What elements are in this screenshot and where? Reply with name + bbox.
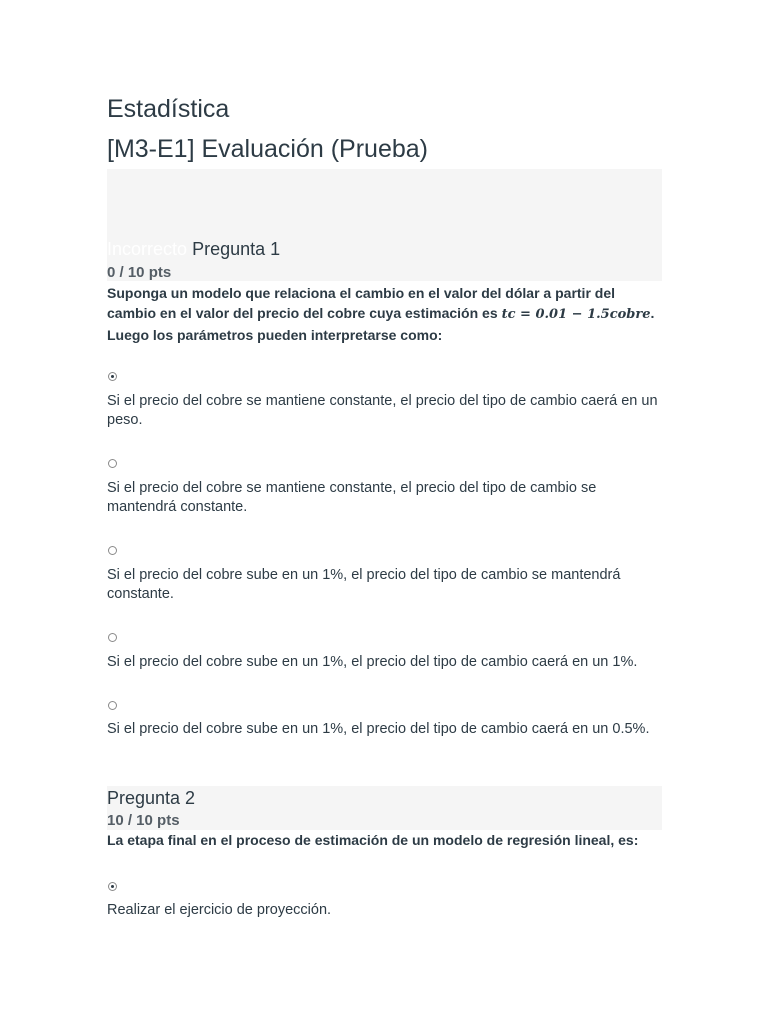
question-1-text-line-1: Suponga un modelo que relaciona el cambio en el valor del dólar a partir del bbox=[107, 285, 616, 301]
question-1-text-line-3: Luego los parámetros pueden interpretarse como: bbox=[107, 327, 443, 343]
question-1-option-1-text[interactable]: Si el precio del cobre se mantiene constante, el precio del tipo de cambio caerá en un peso. bbox=[107, 393, 658, 428]
question-1-option-2-text[interactable]: Si el precio del cobre se mantiene constante, el precio del tipo de cambio se mantendrá constante. bbox=[107, 480, 597, 515]
question-2-option-1-text[interactable]: Realizar el ejercicio de proyección. bbox=[107, 902, 332, 918]
question-1-status: Incorrecto bbox=[107, 239, 188, 259]
question-1-score: 0 / 10 pts bbox=[107, 264, 172, 281]
question-1-option-5-radio[interactable] bbox=[108, 701, 117, 710]
question-1-option-5-text[interactable]: Si el precio del cobre sube en un 1%, el precio del tipo de cambio caerá en un 0.5%. bbox=[107, 721, 650, 737]
question-2-text: La etapa final en el proceso de estimación de un modelo de regresión lineal, es: bbox=[107, 832, 639, 848]
question-1-option-3-text[interactable]: Si el precio del cobre sube en un 1%, el precio del tipo de cambio se mantendrá constante. bbox=[107, 567, 621, 602]
question-1-text-line-2-words: cambio en el valor del precio del cobre cuya estimación es bbox=[107, 305, 498, 321]
question-1-option-3-radio[interactable] bbox=[108, 546, 117, 555]
question-1-option-2-radio[interactable] bbox=[108, 459, 117, 468]
quiz-title: [M3-E1] Evaluación (Prueba) bbox=[107, 135, 428, 163]
question-1-text-line-2 bbox=[107, 303, 662, 325]
question-1-text bbox=[107, 283, 662, 345]
question-1-header bbox=[107, 237, 662, 267]
question-1-option-4-text[interactable]: Si el precio del cobre sube en un 1%, el precio del tipo de cambio caerá en un 1%. bbox=[107, 654, 638, 670]
question-2-label: Pregunta 2 bbox=[107, 788, 196, 808]
question-1-formula-end: . bbox=[650, 305, 655, 321]
question-1-label: Pregunta 1 bbox=[192, 239, 281, 259]
question-1-option-4-radio[interactable] bbox=[108, 633, 117, 642]
question-2-score: 10 / 10 pts bbox=[107, 812, 180, 829]
question-1-formula: tc = 0.01 − 1.5cobre bbox=[501, 307, 651, 322]
question-1-option-1-radio[interactable] bbox=[108, 372, 117, 381]
question-2-option-1-radio[interactable] bbox=[108, 882, 117, 891]
course-title: Estadística bbox=[107, 95, 230, 123]
question-2-header bbox=[107, 786, 662, 816]
